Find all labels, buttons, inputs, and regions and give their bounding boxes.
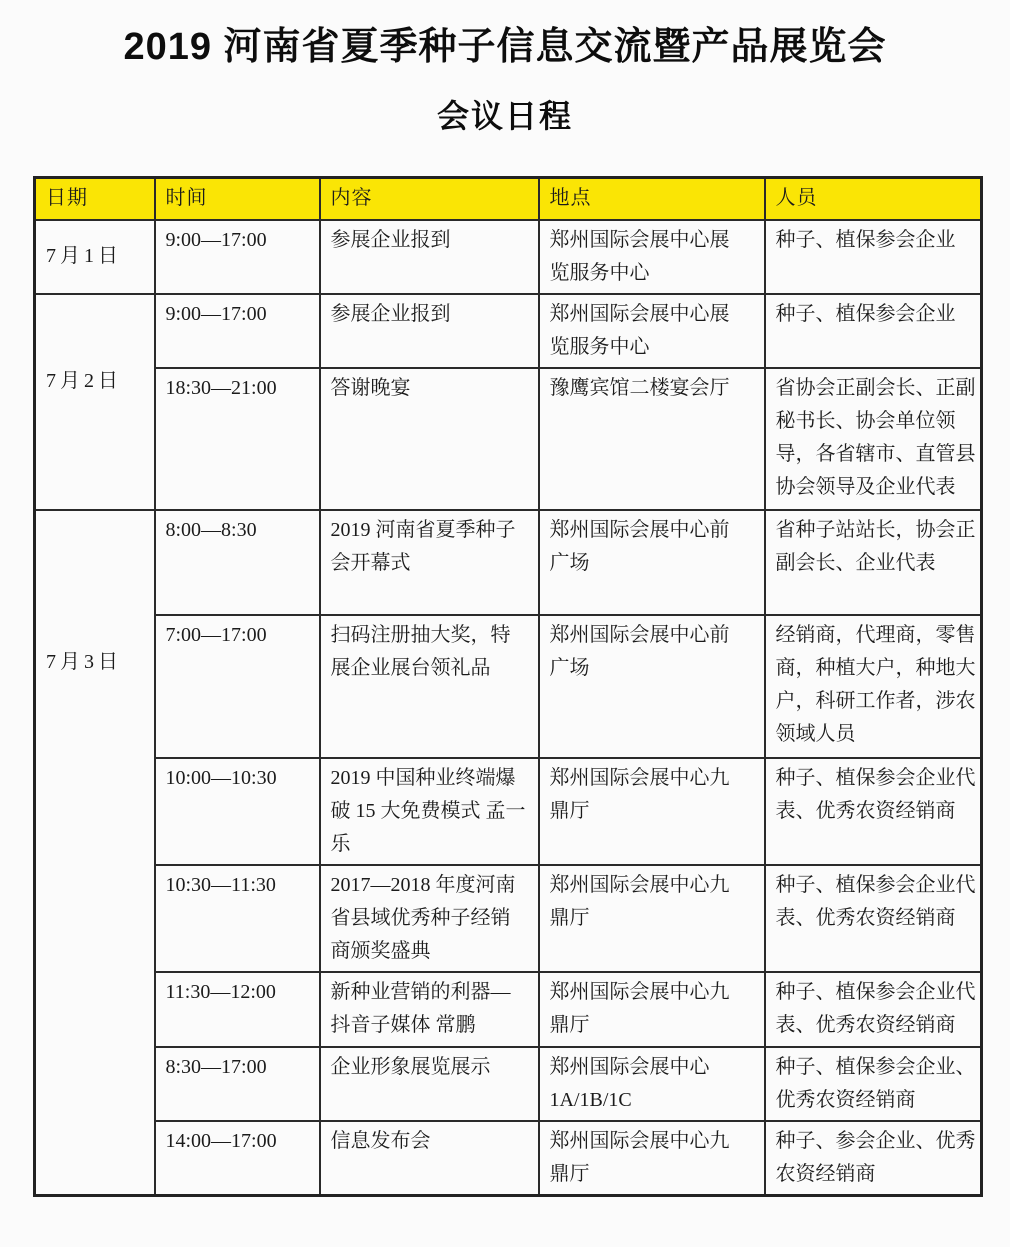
table-row: [35, 615, 982, 758]
header-cell-content: 内容: [320, 178, 539, 220]
cell-content: 企业形象展览展示: [320, 1047, 539, 1121]
cell-location: 郑州国际会展中心九鼎厅: [539, 865, 765, 972]
cell-location: 郑州国际会展中心前广场: [539, 510, 765, 615]
table-header-row: [35, 178, 982, 220]
cell-time: 9:00—17:00: [155, 220, 320, 294]
cell-content: 2017—2018 年度河南省县域优秀种子经销商颁奖盛典: [320, 865, 539, 972]
cell-date: 7月2日: [35, 294, 155, 510]
cell-personnel: 种子、植保参会企业代表、优秀农资经销商: [765, 758, 982, 865]
cell-time: 10:30—11:30: [155, 865, 320, 972]
cell-time: 9:00—17:00: [155, 294, 320, 368]
cell-location: 郑州国际会展中心展览服务中心: [539, 220, 765, 294]
cell-date: 7月1日: [35, 220, 155, 294]
table-row: [35, 510, 982, 615]
cell-location: 豫鹰宾馆二楼宴会厅: [539, 368, 765, 510]
cell-content: 2019 河南省夏季种子会开幕式: [320, 510, 539, 615]
schedule-table: [33, 176, 983, 1197]
document-page: [0, 24, 1010, 1197]
cell-date: 7月3日: [35, 510, 155, 1196]
cell-personnel: 省种子站站长，协会正副会长、企业代表: [765, 510, 982, 615]
cell-location: 郑州国际会展中心展览服务中心: [539, 294, 765, 368]
cell-content: 信息发布会: [320, 1121, 539, 1196]
table-row: [35, 1121, 982, 1196]
cell-personnel: 种子、参会企业、优秀农资经销商: [765, 1121, 982, 1196]
cell-personnel: 经销商，代理商，零售商，种植大户，种地大户，科研工作者，涉农领域人员: [765, 615, 982, 758]
cell-content: 参展企业报到: [320, 294, 539, 368]
header-cell-date: 日期: [35, 178, 155, 220]
cell-content: 2019 中国种业终端爆破 15 大免费模式 孟一乐: [320, 758, 539, 865]
page-subtitle: 会议日程: [436, 98, 573, 134]
cell-time: 8:30—17:00: [155, 1047, 320, 1121]
cell-time: 14:00—17:00: [155, 1121, 320, 1196]
cell-location: 郑州国际会展中心 1A/1B/1C: [539, 1047, 765, 1121]
cell-personnel: 种子、植保参会企业、优秀农资经销商: [765, 1047, 982, 1121]
cell-personnel: 种子、植保参会企业代表、优秀农资经销商: [765, 865, 982, 972]
cell-location: 郑州国际会展中心前广场: [539, 615, 765, 758]
cell-time: 10:00—10:30: [155, 758, 320, 865]
cell-content: 参展企业报到: [320, 220, 539, 294]
cell-personnel: 省协会正副会长、正副秘书长、协会单位领导，各省辖市、直管县协会领导及企业代表: [765, 368, 982, 510]
table-row: [35, 758, 982, 865]
table-row: [35, 865, 982, 972]
cell-personnel: 种子、植保参会企业: [765, 220, 982, 294]
cell-personnel: 种子、植保参会企业: [765, 294, 982, 368]
cell-time: 11:30—12:00: [155, 972, 320, 1047]
page-title: 2019 河南省夏季种子信息交流暨产品展览会: [123, 26, 887, 68]
cell-location: 郑州国际会展中心九鼎厅: [539, 758, 765, 865]
cell-location: 郑州国际会展中心九鼎厅: [539, 1121, 765, 1196]
header-cell-personnel: 人员: [765, 178, 982, 220]
cell-time: 7:00—17:00: [155, 615, 320, 758]
table-row: [35, 294, 982, 368]
cell-content: 答谢晚宴: [320, 368, 539, 510]
cell-personnel: 种子、植保参会企业代表、优秀农资经销商: [765, 972, 982, 1047]
cell-content: 新种业营销的利器—抖音子媒体 常鹏: [320, 972, 539, 1047]
cell-time: 8:00—8:30: [155, 510, 320, 615]
cell-content: 扫码注册抽大奖，特展企业展台领礼品: [320, 615, 539, 758]
cell-location: 郑州国际会展中心九鼎厅: [539, 972, 765, 1047]
table-row: [35, 972, 982, 1047]
table-row: [35, 1047, 982, 1121]
header-cell-location: 地点: [539, 178, 765, 220]
cell-time: 18:30—21:00: [155, 368, 320, 510]
header-cell-time: 时间: [155, 178, 320, 220]
table-row: [35, 220, 982, 294]
table-row: [35, 368, 982, 510]
